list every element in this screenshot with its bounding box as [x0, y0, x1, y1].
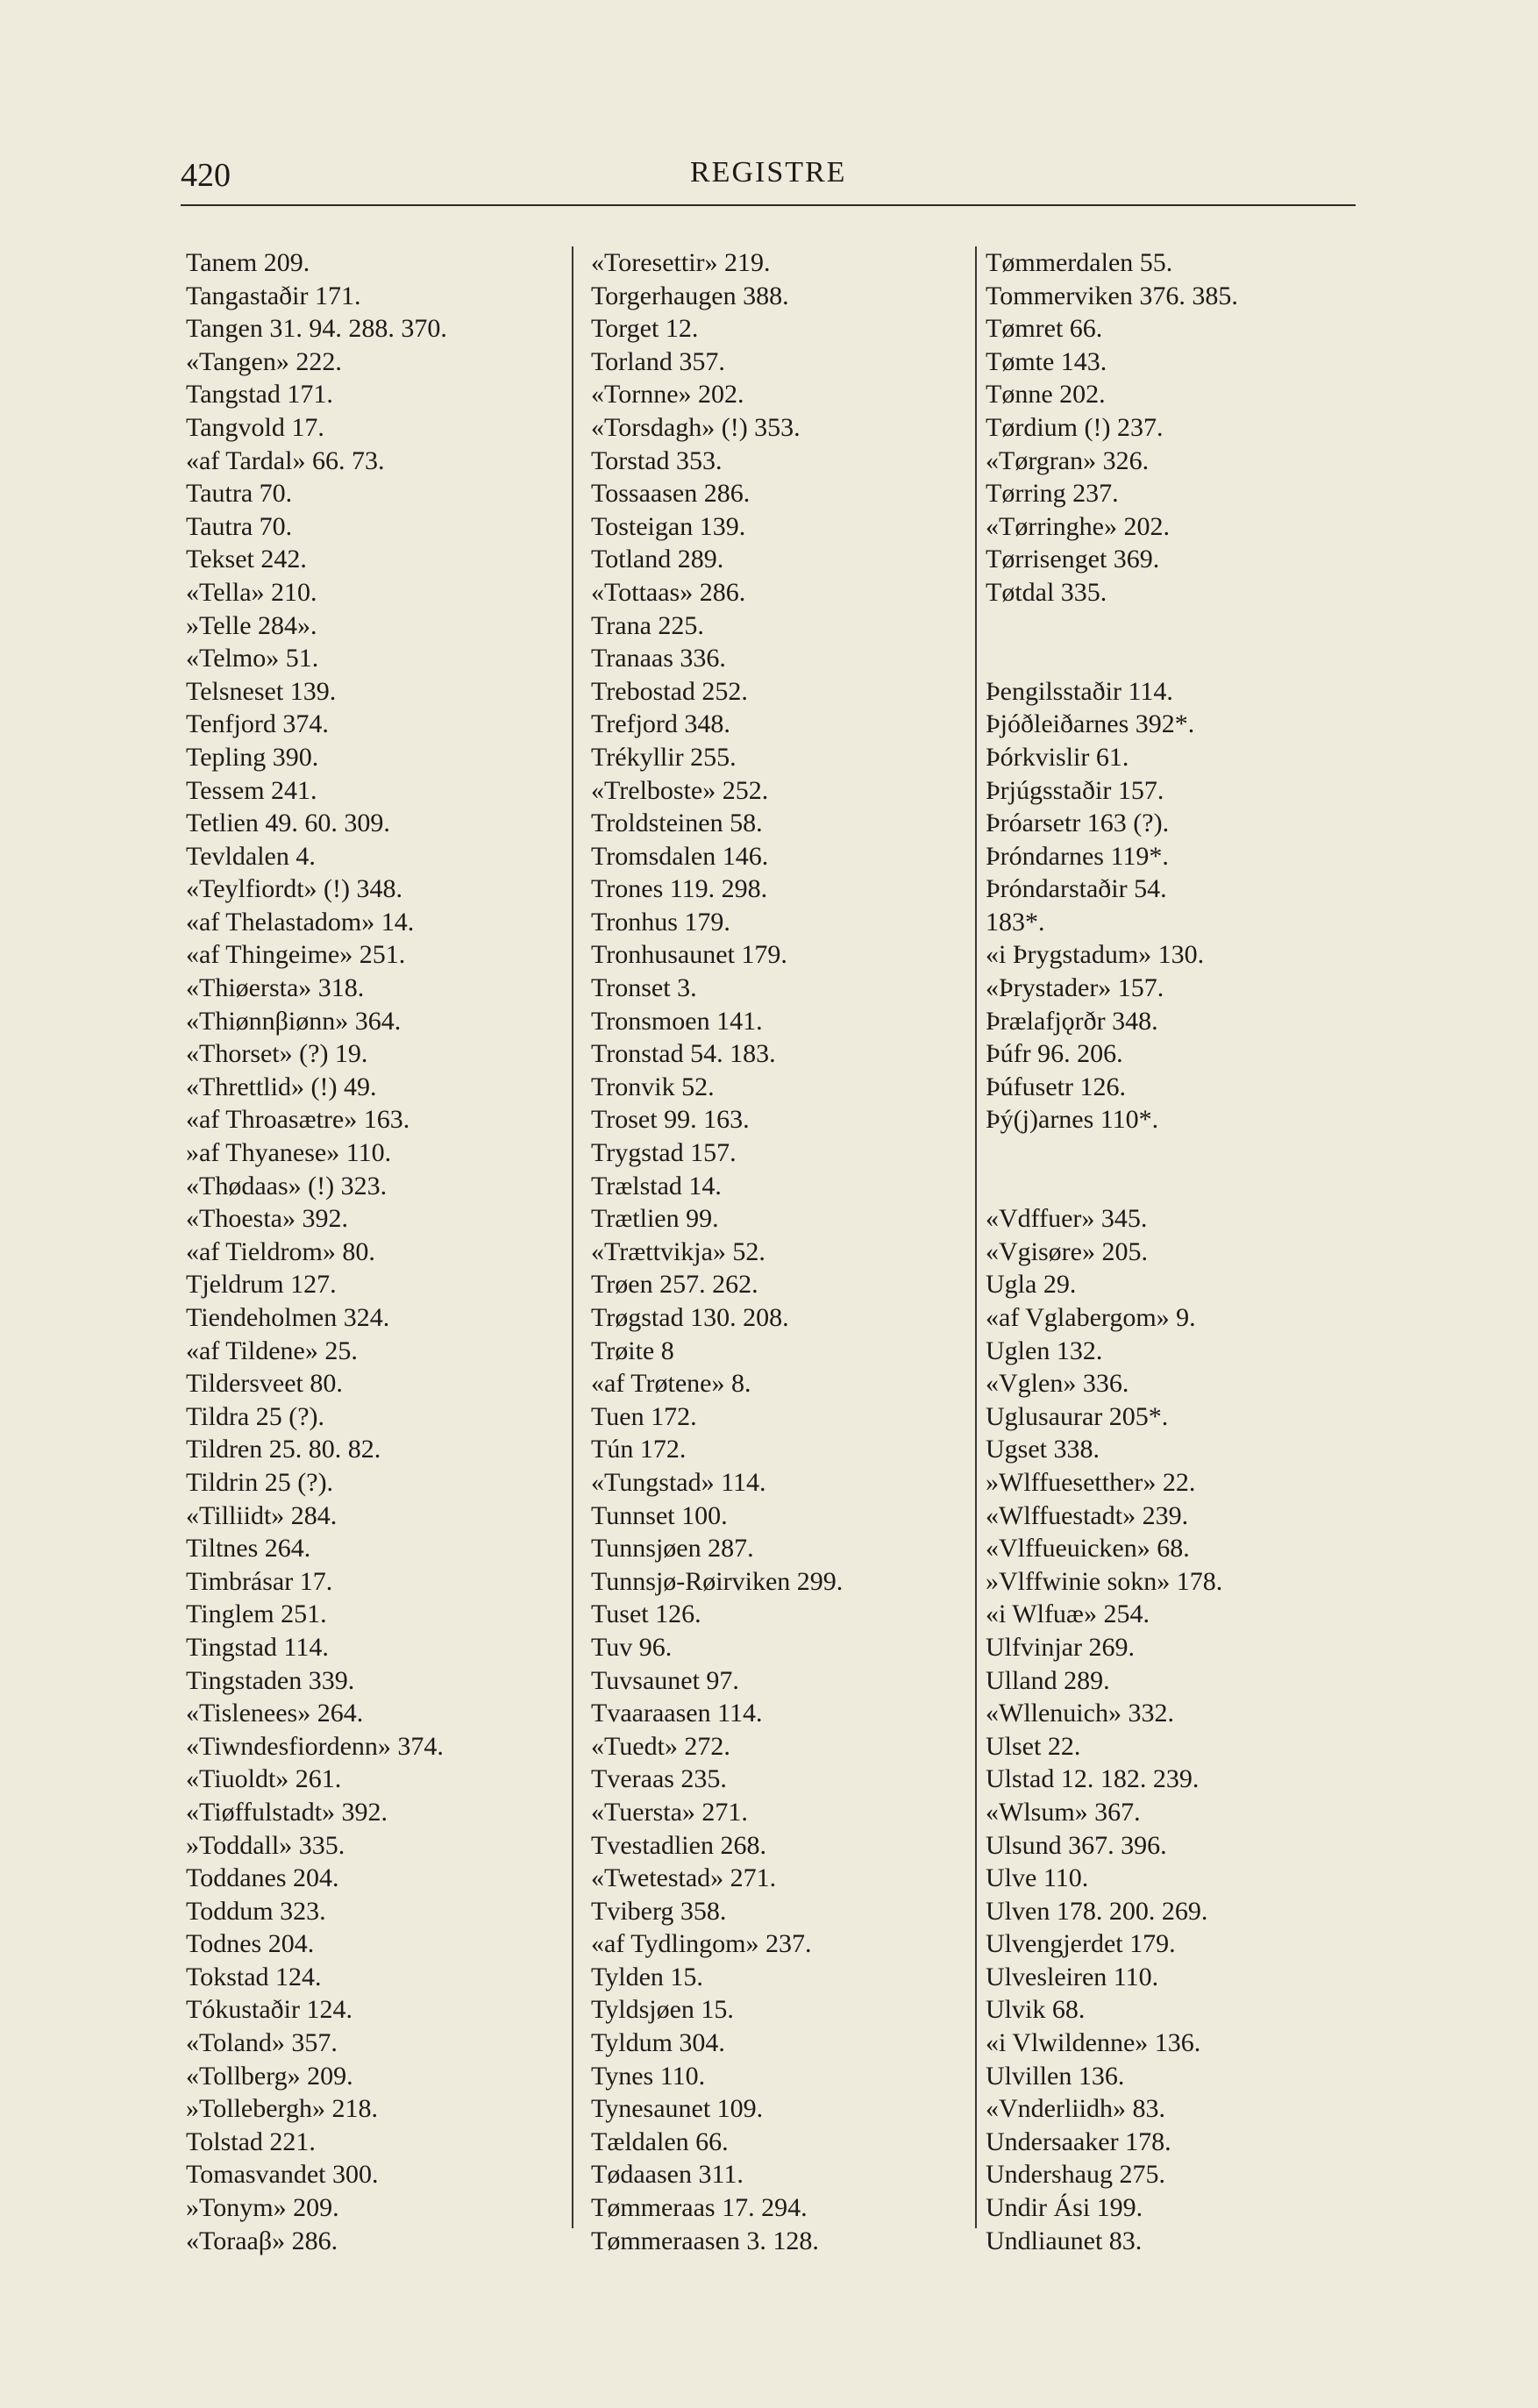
index-entry: »Toddall» 335.: [186, 1830, 345, 1860]
index-entry: Þórkvislir 61.: [986, 742, 1129, 772]
index-entry: Tiendeholmen 324.: [186, 1303, 390, 1332]
index-entry: Undir Ási 199.: [986, 2193, 1143, 2223]
index-entry: «Toland» 357.: [186, 2028, 338, 2058]
index-entry: Tørdium (!) 237.: [986, 412, 1164, 442]
index-entry: Trékyllir 255.: [591, 742, 737, 772]
index-entry: Trøen 257. 262.: [591, 1270, 758, 1300]
index-entry: «Vdffuer» 345.: [986, 1204, 1148, 1234]
blank-line: [986, 642, 1363, 675]
index-entry: Tommerviken 376. 385.: [986, 281, 1238, 310]
index-entry: Tossaasen 286.: [591, 479, 751, 509]
index-entry: Þjóðleiðarnes 392*.: [986, 709, 1195, 739]
index-entry: Tókustaðir 124.: [186, 1995, 352, 2025]
index-entry: «i Wlfuæ» 254.: [986, 1599, 1150, 1629]
index-entry: «Trelboste» 252.: [591, 775, 769, 805]
index-entry: «Torsdagh» (!) 353.: [591, 412, 801, 442]
index-entry: Trygstad 157.: [591, 1138, 737, 1168]
page-number: 420: [181, 157, 231, 194]
index-entry: Tøtdal 335.: [986, 577, 1107, 607]
index-entry: Tronhus 179.: [591, 907, 730, 937]
index-entry: Tuvsaunet 97.: [591, 1665, 739, 1695]
index-entry: «af Throasætre» 163.: [186, 1105, 410, 1135]
index-entry: «Telmo» 51.: [186, 644, 319, 673]
index-entry: «Tangen» 222.: [186, 346, 342, 376]
index-entry: Þróarsetr 163 (?).: [986, 809, 1170, 838]
index-entry: «Trættvikja» 52.: [591, 1236, 765, 1266]
index-entry: Tyldsjøen 15.: [591, 1995, 734, 2025]
index-entry: Tranaas 336.: [591, 644, 726, 673]
index-entry: Trælstad 14.: [591, 1171, 722, 1200]
index-entry: «Threttlid» (!) 49.: [186, 1072, 377, 1101]
index-entry: Undershaug 275.: [986, 2160, 1165, 2190]
index-entry: Undersaaker 178.: [986, 2127, 1171, 2156]
index-entry: «af Tildene» 25.: [186, 1336, 358, 1365]
index-entry: Totland 289.: [591, 545, 724, 574]
index-entry: Tokstad 124.: [186, 1962, 322, 1991]
index-entry: Tiltnes 264.: [186, 1534, 311, 1564]
index-entry: Torgerhaugen 388.: [591, 281, 789, 310]
index-entry: Troset 99. 163.: [591, 1105, 750, 1135]
index-entry: Tynesaunet 109.: [591, 2094, 764, 2124]
index-entry: «Þrystader» 157.: [986, 973, 1164, 1003]
index-entry: Tældalen 66.: [591, 2127, 729, 2156]
column-separator: [572, 246, 573, 2228]
index-entry: «Tørgran» 326.: [986, 445, 1150, 475]
index-entry: Tunnsjøen 287.: [591, 1534, 754, 1564]
index-entry: «Tuedt» 272.: [591, 1731, 730, 1761]
blank-line: [986, 1136, 1363, 1170]
index-entry: Torland 357.: [591, 346, 725, 376]
index-entry: Ugla 29.: [986, 1270, 1077, 1300]
index-entry: Uglen 132.: [986, 1336, 1103, 1365]
index-entry: »Telle 284».: [186, 610, 317, 640]
index-entry: Tronstad 54. 183.: [591, 1039, 776, 1069]
index-entry: Ulvik 68.: [986, 1995, 1086, 2025]
index-entry: Troldsteinen 58.: [591, 809, 763, 838]
index-entry: Tunnsjø-Røirviken 299.: [591, 1566, 844, 1596]
index-entry: Þróndarnes 119*.: [986, 841, 1169, 871]
index-entry: Trætlien 99.: [591, 1204, 719, 1234]
index-entry: «i Vlwildenne» 136.: [986, 2028, 1201, 2058]
index-entry: Þrjúgsstaðir 157.: [986, 775, 1164, 805]
index-entry: «Tørringhe» 202.: [986, 511, 1170, 541]
index-entry: «Vgisøre» 205.: [986, 1236, 1148, 1266]
index-entry: Ulven 178. 200. 269.: [986, 1896, 1208, 1926]
index-entry: Tømmeraasen 3. 128.: [591, 2226, 819, 2255]
index-entry: Tuen 172.: [591, 1401, 697, 1431]
index-entry: «Tislenees» 264.: [186, 1699, 364, 1728]
index-entry: Tautra 70.: [186, 479, 293, 509]
index-entry: Tún 172.: [591, 1435, 687, 1464]
index-entry: «Thoesta» 392.: [186, 1204, 348, 1234]
index-entry: Þúfr 96. 206.: [986, 1039, 1123, 1069]
index-entry: Tyldum 304.: [591, 2028, 725, 2058]
index-entry: Þróndarstaðir 54.: [986, 874, 1167, 904]
index-entry: Tønne 202.: [986, 380, 1106, 410]
index-entry: »Tonym» 209.: [186, 2193, 339, 2223]
index-entry: Tildren 25. 80. 82.: [186, 1435, 381, 1464]
index-entry: «af Thelastadom» 14.: [186, 907, 415, 937]
index-entry: Undliaunet 83.: [986, 2226, 1143, 2255]
index-entry: «Tungstad» 114.: [591, 1467, 766, 1497]
index-entry: Tronset 3.: [591, 973, 697, 1003]
column-separator: [975, 246, 977, 2228]
index-entry: «Tornne» 202.: [591, 380, 744, 410]
index-entry: Torstad 353.: [591, 445, 723, 475]
index-entry: Tømret 66.: [986, 314, 1103, 344]
index-entry: Ulset 22.: [986, 1731, 1081, 1761]
index-entry: Uglusaurar 205*.: [986, 1401, 1169, 1431]
index-entry: Tømte 143.: [986, 346, 1107, 376]
index-entry: Ulvillen 136.: [986, 2061, 1125, 2091]
index-entry: «Tottaas» 286.: [591, 577, 746, 607]
index-entry: «Tilliidt» 284.: [186, 1500, 338, 1530]
index-entry: Tødaasen 311.: [591, 2160, 744, 2190]
index-entry: »af Thyanese» 110.: [186, 1138, 392, 1168]
index-entry: Timbrásar 17.: [186, 1566, 333, 1596]
index-entry: «Wlsum» 367.: [986, 1797, 1141, 1827]
index-entry: Tetlien 49. 60. 309.: [186, 809, 390, 838]
index-entry: Tosteigan 139.: [591, 511, 746, 541]
index-entry: «af Tieldrom» 80.: [186, 1236, 375, 1266]
blank-line: [986, 609, 1363, 643]
index-entry: Tomasvandet 300.: [186, 2160, 379, 2190]
index-entry: «Toraaβ» 286.: [186, 2226, 338, 2255]
header-rule: [181, 204, 1356, 206]
index-entry: »Wlffuesetther» 22.: [986, 1467, 1196, 1497]
index-entry: Tuv 96.: [591, 1632, 673, 1662]
index-entry: Tekset 242.: [186, 545, 307, 574]
index-entry: Þý(j)arnes 110*.: [986, 1105, 1159, 1135]
index-entry: «af Thingeime» 251.: [186, 940, 406, 970]
index-entry: Trones 119. 298.: [591, 874, 768, 904]
index-entry: «i Þrygstadum» 130.: [986, 940, 1205, 970]
index-entry: Tørrisenget 369.: [986, 545, 1160, 574]
index-entry: «Toresettir» 219.: [591, 248, 771, 277]
index-entry: Ulve 110.: [986, 1863, 1089, 1893]
index-entry: Tenfjord 374.: [186, 709, 329, 739]
index-entry: Todnes 204.: [186, 1929, 315, 1959]
index-entry: «Thødaas» (!) 323.: [186, 1171, 388, 1200]
index-entry: «Tollberg» 209.: [186, 2061, 353, 2091]
index-entry: «Teylfiordt» (!) 348.: [186, 874, 403, 904]
index-entry: Tangen 31. 94. 288. 370.: [186, 314, 447, 344]
index-entry: «af Vglabergom» 9.: [986, 1303, 1196, 1332]
index-entry: Telsneset 139.: [186, 676, 337, 706]
index-entry: Toddum 323.: [186, 1896, 326, 1926]
index-entry: Torget 12.: [591, 314, 699, 344]
index-entry: Tveraas 235.: [591, 1764, 727, 1794]
index-entry: 183*.: [986, 907, 1045, 937]
index-entry: Tvaaraasen 114.: [591, 1699, 763, 1728]
index-entry: «Thorset» (?) 19.: [186, 1039, 368, 1069]
index-entry: Tronhusaunet 179.: [591, 940, 787, 970]
index-entry: Toddanes 204.: [186, 1863, 339, 1893]
index-entry: Tildra 25 (?).: [186, 1401, 325, 1431]
index-entry: Tanem 209.: [186, 248, 310, 277]
index-entry: «af Trøtene» 8.: [591, 1369, 751, 1399]
index-entry: «Thiøersta» 318.: [186, 973, 365, 1003]
index-entry: Tronvik 52.: [591, 1072, 715, 1101]
index-entry: Þrælafjǫrðr 348.: [986, 1006, 1158, 1036]
index-entry: «Tiwndesfiordenn» 374.: [186, 1731, 444, 1761]
index-entry: Tildrin 25 (?).: [186, 1467, 334, 1497]
index-entry: «af Tardal» 66. 73.: [186, 445, 385, 475]
index-entry: Tynes 110.: [591, 2061, 706, 2091]
index-entry: Ulvengjerdet 179.: [986, 1929, 1176, 1959]
index-entry: Tingstaden 339.: [186, 1665, 355, 1695]
index-entry: Trefjord 348.: [591, 709, 730, 739]
index-entry: «Vlffueuicken» 68.: [986, 1534, 1190, 1564]
index-entry: Tevldalen 4.: [186, 841, 316, 871]
index-entry: Tjeldrum 127.: [186, 1270, 337, 1300]
index-entry: Þúfusetr 126.: [986, 1072, 1126, 1101]
index-entry: «Tiøffulstadt» 392.: [186, 1797, 388, 1827]
index-entry: Ugset 338.: [986, 1435, 1100, 1464]
index-entry: «Tella» 210.: [186, 577, 317, 607]
index-entry: »Tollebergh» 218.: [186, 2094, 378, 2124]
index-entry: Trebostad 252.: [591, 676, 748, 706]
index-entry: Tvestadlien 268.: [591, 1830, 766, 1860]
index-entry: Ulstad 12. 182. 239.: [986, 1764, 1200, 1794]
index-entry: «Thiønnβiønn» 364.: [186, 1006, 402, 1036]
index-entry: Tessem 241.: [186, 775, 317, 805]
index-column-2: [591, 246, 959, 2257]
running-head: REGISTRE: [690, 156, 847, 189]
index-entry: »Vlffwinie sokn» 178.: [986, 1566, 1223, 1596]
index-entry: Tingstad 114.: [186, 1632, 329, 1662]
index-entry: Ulvesleiren 110.: [986, 1962, 1159, 1991]
index-entry: Trøgstad 130. 208.: [591, 1303, 789, 1332]
index-entry: Tangastaðir 171.: [186, 281, 361, 310]
index-entry: Tømmeraas 17. 294.: [591, 2193, 808, 2223]
index-entry: «Vnderliidh» 83.: [986, 2094, 1165, 2124]
index-entry: «Twetestad» 271.: [591, 1863, 777, 1893]
index-entry: «Tiuoldt» 261.: [186, 1764, 342, 1794]
index-entry: Trana 225.: [591, 610, 704, 640]
index-entry: Ulland 289.: [986, 1665, 1110, 1695]
index-entry: Tangstad 171.: [186, 380, 333, 410]
index-entry: Ulfvinjar 269.: [986, 1632, 1135, 1662]
index-entry: Trøite 8: [591, 1336, 674, 1365]
index-entry: Tepling 390.: [186, 742, 319, 772]
index-entry: Tangvold 17.: [186, 412, 324, 442]
index-column-3: [986, 246, 1363, 2257]
index-entry: Þengilsstaðir 114.: [986, 676, 1173, 706]
index-entry: Tunnset 100.: [591, 1500, 728, 1530]
index-entry: Tuset 126.: [591, 1599, 701, 1629]
index-entry: Tømmerdalen 55.: [986, 248, 1173, 277]
index-entry: Tinglem 251.: [186, 1599, 327, 1629]
index-entry: Tildersveet 80.: [186, 1369, 343, 1399]
index-column-1: [186, 246, 572, 2257]
blank-line: [986, 1170, 1363, 1203]
index-entry: Ulsund 367. 396.: [986, 1830, 1167, 1860]
index-entry: Tylden 15.: [591, 1962, 703, 1991]
index-entry: «Tuersta» 271.: [591, 1797, 748, 1827]
index-entry: «Wllenuich» 332.: [986, 1699, 1174, 1728]
index-entry: Tronsmoen 141.: [591, 1006, 763, 1036]
index-entry: «af Tydlingom» 237.: [591, 1929, 812, 1959]
index-entry: Tørring 237.: [986, 479, 1119, 509]
index-entry: «Vglen» 336.: [986, 1369, 1129, 1399]
index-entry: «Wlffuestadt» 239.: [986, 1500, 1189, 1530]
index-entry: Tromsdalen 146.: [591, 841, 769, 871]
index-entry: Tautra 70.: [186, 511, 293, 541]
index-entry: Tolstad 221.: [186, 2127, 316, 2156]
index-entry: Tviberg 358.: [591, 1896, 727, 1926]
